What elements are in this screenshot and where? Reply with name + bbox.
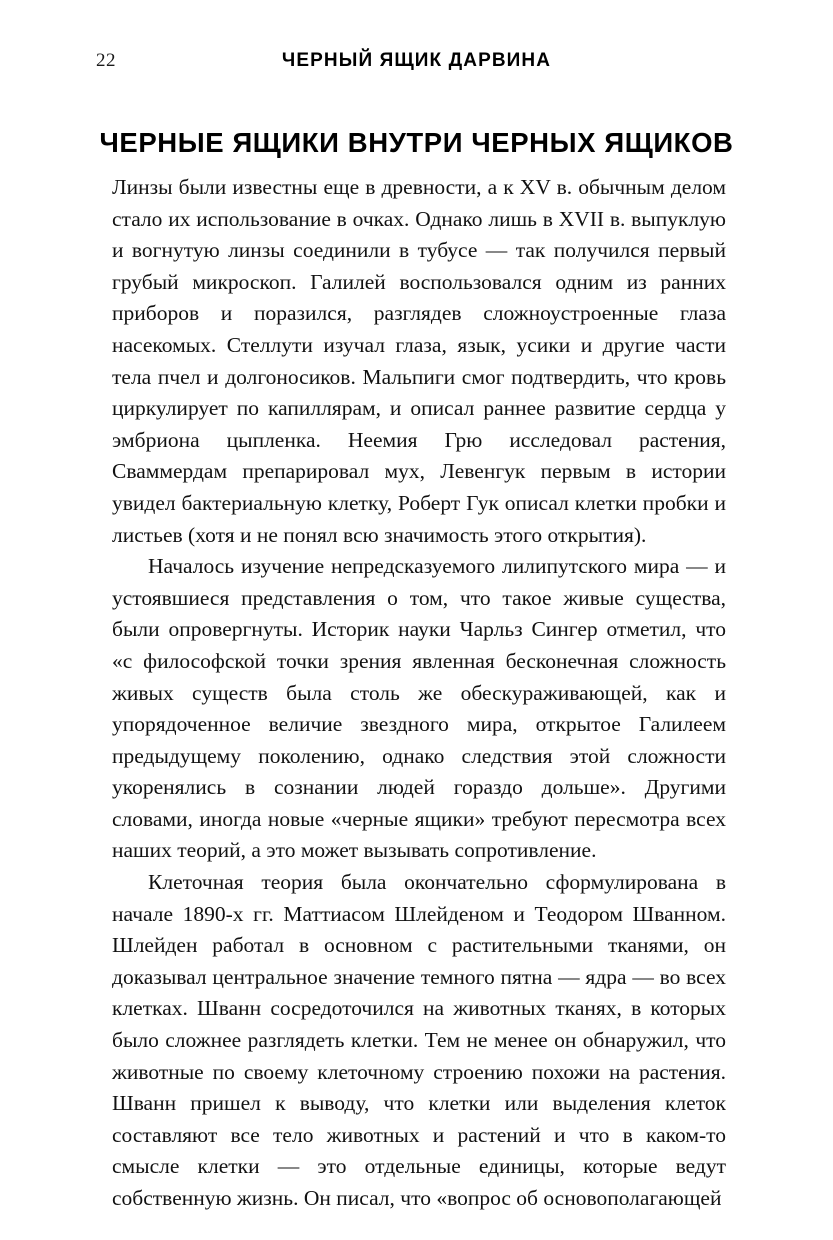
paragraph: Линзы были известны еще в древности, а к XV в. обычным делом стало их использование в очках. Однако лишь в XVII в. выпуклую и вогнутую линзы соединили в тубусе — так получился первый грубый микроскоп. Галилей воспользовался одним из ранних приборов и поразился, разглядев сложноустроенные глаза насекомых. Стеллути изучал глаза, язык, усики и другие части тела пчел и долгоносиков. Мальпиги смог подтвердить, что кровь циркулирует по капиллярам, и описал раннее развитие сердца у эмбриона цыпленка. Неемия Грю исследовал растения, Сваммердам препарировал мух, Левенгук первым в истории увидел бактериальную клетку, Роберт Гук описал клетки пробки и листьев (хотя и не понял всю значимость этого открытия). <box>112 175 726 547</box>
body-text <box>112 172 726 1215</box>
paragraph: Клеточная теория была окончательно сформулирована в начале 1890-х гг. Маттиасом Шлейденом и Теодором Шванном. Шлейден работал в основном с растительными тканями, он доказывал центральное значение темного пятна — ядра — во всех клетках. Шванн сосредоточился на животных тканях, в которых было сложнее разглядеть клетки. Тем не менее он обнаружил, что животные по своему клеточному строению похожи на растения. Шванн пришел к выводу, что клетки или выделения клеток составляют все тело животных и растений и что в каком-то смысле клетки — это отдельные единицы, которые ведут собственную жизнь. Он писал, что «вопрос об основополагающей <box>112 870 726 1210</box>
page-number: 22 <box>96 50 116 71</box>
page-header <box>96 50 737 74</box>
running-head: ЧЕРНЫЙ ЯЩИК ДАРВИНА <box>281 50 552 71</box>
chapter-title: ЧЕРНЫЕ ЯЩИКИ ВНУТРИ ЧЕРНЫХ ЯЩИКОВ <box>99 127 734 159</box>
paragraph: Началось изучение непредсказуемого лилипутского мира — и устоявшиеся представления о том, что такое живые существа, были опровергнуты. Историк науки Чарльз Сингер отметил, что «с философской точки зрения явленная бесконечная сложность живых существ была столь же обескураживающей, как и упорядоченное величие звездного мира, открытое Галилеем предыдущему поколению, однако следствия этой сложности укоренялись в сознании людей гораздо дольше». Другими словами, иногда новые «черные ящики» требуют пересмотра всех наших теорий, а это может вызывать сопротивление. <box>112 554 726 863</box>
